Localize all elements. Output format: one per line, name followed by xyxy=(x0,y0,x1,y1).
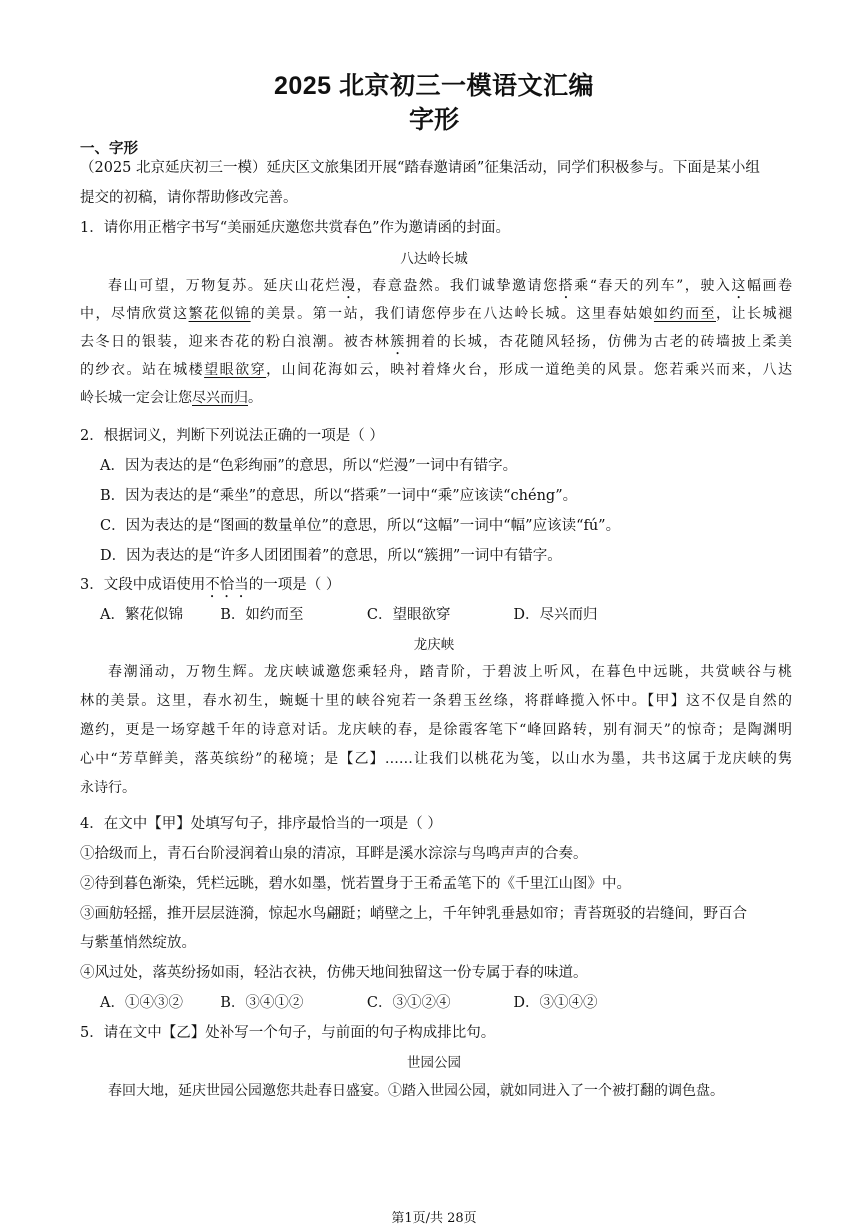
question-2-option-b: B．因为表达的是“乘坐”的意思，所以“搭乘”一词中“乘”应该读“chéng”。 xyxy=(100,488,578,504)
underlined-idiom: 繁花似锦 xyxy=(188,306,251,322)
passage-1-title: 八达岭长城 xyxy=(400,251,468,267)
passage-1-line xyxy=(80,359,792,379)
passage-1-line xyxy=(80,275,792,302)
passage-3-line: 春回大地，延庆世园公园邀您共赴春日盛宴。①踏入世园公园，就如同进入了一个被打翻的调色盘。 xyxy=(108,1083,724,1099)
passage-1-line xyxy=(80,387,792,407)
dotted-char: 簇 xyxy=(390,334,406,350)
passage-text: ，让长城褪 xyxy=(715,306,793,322)
section-intro-line-1: （2025 北京延庆初三一模）延庆区文旅集团开展“踏春邀请函”征集活动，同学们积极参与。下面是某小组 xyxy=(80,160,760,176)
question-4-item-3: ③画舫轻摇，推开层层涟漪，惊起水鸟翩跹；峭壁之上，千年钟乳垂悬如帘；青苔斑驳的岩缝间，野百合 xyxy=(80,906,747,922)
passage-text: 幅画卷 xyxy=(746,278,793,294)
passage-text: 去冬日的银装，迎来杏花的粉白浪潮。被杏林 xyxy=(80,334,391,350)
section-intro-line-2: 提交的初稿，请你帮助修改完善。 xyxy=(80,190,298,206)
question-5: 5．请在文中【乙】处补写一个句子，与前面的句子构成排比句。 xyxy=(80,1025,496,1041)
passage-2-line: 永诗行。 xyxy=(80,780,136,796)
underlined-idiom: 尽兴而归 xyxy=(192,390,248,406)
passage-text: 的纱衣。站在城楼 xyxy=(80,362,205,378)
question-4-item-1: ①拾级而上，青石台阶浸润着山泉的清凉，耳畔是溪水淙淙与鸟鸣声声的合奏。 xyxy=(80,846,588,862)
question-4-item-3-cont: 与紫堇悄然绽放。 xyxy=(80,935,196,951)
question-2-stem: 2．根据词义，判断下列说法正确的一项是（ ） xyxy=(80,428,384,444)
passage-2-line: 林的美景。这里，春水初生，蜿蜒十里的峡谷宛若一条碧玉丝绦，将群峰揽入怀中。【甲】这不仅是自然的 xyxy=(80,693,792,709)
underlined-idiom: 如约而至 xyxy=(653,306,716,322)
question-4-stem: 4．在文中【甲】处填写句子，排序最恰当的一项是（ ） xyxy=(80,816,442,832)
question-4-choice-d: D．③①④② xyxy=(513,995,598,1011)
passage-text: 春山可望，万物复苏。延庆山花烂 xyxy=(108,278,342,294)
question-4-choice-c: C．③①②④ xyxy=(366,995,451,1011)
dotted-char: 这 xyxy=(731,278,747,294)
question-1: 1．请你用正楷字书写“美丽延庆邀您共赏春色”作为邀请函的封面。 xyxy=(80,220,511,236)
passage-2-line: 春潮涌动，万物生辉。龙庆峡诚邀您乘轻舟，踏青阶，于碧波上听风，在暮色中远眺，共赏峡谷与桃 xyxy=(108,664,792,680)
document-subtitle: 字形 xyxy=(408,106,459,134)
question-3-choices xyxy=(100,603,660,624)
question-4-choices xyxy=(100,991,660,1012)
passage-3-title: 世园公园 xyxy=(407,1055,461,1071)
section-heading: 一、字形 xyxy=(80,141,138,157)
passage-2-title: 龙庆峡 xyxy=(413,637,455,653)
passage-text: 中，尽情欣赏这 xyxy=(80,306,189,322)
passage-1-line xyxy=(80,331,792,358)
passage-text: 岭长城一定会让您 xyxy=(80,390,192,406)
question-4-item-2: ②待到暮色渐染，凭栏远眺，碧水如墨，恍若置身于王希孟笔下的《千里江山图》中。 xyxy=(80,876,631,892)
question-4-choice-a: A．①④③② xyxy=(100,995,183,1011)
question-2-option-a: A．因为表达的是“色彩绚丽”的意思，所以“烂漫”一词中有错字。 xyxy=(100,458,518,474)
question-2-option-d: D．因为表达的是“许多人团团围着”的意思，所以“簇拥”一词中有错字。 xyxy=(100,548,562,564)
question-3-stem-prefix: 3．文段中成语使用 xyxy=(80,577,206,593)
passage-text: ，山间花海如云，映衬着烽火台，形成一道绝美的风景。您若乘兴而来，八达 xyxy=(266,362,793,378)
question-3-choice-d: D．尽兴而归 xyxy=(513,607,598,623)
dotted-char: 漫 xyxy=(341,278,357,294)
question-3-choice-c: C．望眼欲穿 xyxy=(366,607,451,623)
passage-2-line: 心中“芳草鲜美，落英缤纷”的秘境；是【乙】……让我们以桃花为笺，以山水为墨，共书这属于龙庆峡的隽 xyxy=(80,751,792,767)
underlined-idiom: 望眼欲穿 xyxy=(204,362,267,378)
passage-1-line xyxy=(80,303,792,323)
question-3-choice-a: A．繁花似锦 xyxy=(100,607,183,623)
document-title: 2025 北京初三一模语文汇编 xyxy=(273,72,595,100)
dotted-char: 搭 xyxy=(558,278,575,294)
passage-2-line: 邀约，更是一场穿越千年的诗意对话。龙庆峡的春，是徐霞客笔下“峰回路转，别有洞天”的惊奇；是陶渊明 xyxy=(80,722,792,738)
passage-text: 拥着的长城，杏花随风轻扬，仿佛为古老的砖墙披上柔美 xyxy=(405,334,793,350)
question-4-choice-b: B．③④①② xyxy=(220,995,304,1011)
question-3-stem-emphasis: 不恰当 xyxy=(205,577,249,593)
question-2-option-c: C．因为表达的是“图画的数量单位”的意思，所以“这幅”一词中“幅”应该读“fú”。 xyxy=(100,518,621,534)
passage-text: 的美景。第一站，我们请您停步在八达岭长城。这里春姑娘 xyxy=(250,306,654,322)
question-3-choice-b: B．如约而至 xyxy=(220,607,304,623)
passage-text: ，春意盎然。我们诚挚邀请您 xyxy=(356,278,559,294)
question-3-stem xyxy=(80,573,340,601)
page-footer: 第1页/共 28页 xyxy=(391,1211,477,1226)
passage-text: 乘“春天的列车”，驶入 xyxy=(574,278,732,294)
passage-text: 。 xyxy=(248,390,262,406)
question-3-stem-suffix: 的一项是（ ） xyxy=(248,577,341,593)
question-4-item-4: ④风过处，落英纷扬如雨，轻沾衣袂，仿佛天地间独留这一份专属于春的味道。 xyxy=(80,965,588,981)
